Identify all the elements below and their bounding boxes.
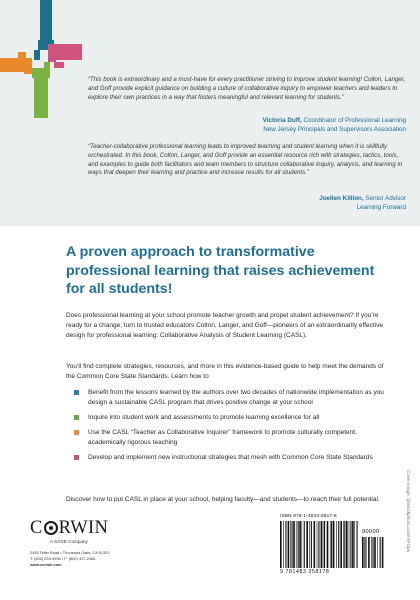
publisher-website: www.corwin.com (30, 561, 62, 567)
list-item: Use the CASL “Teacher as Collaborative Inquirer” framework to promote culturally competent, academically rigorous teaching (88, 428, 388, 448)
price-code: 90000 (362, 529, 380, 535)
endorsement-quote-2: “Teacher-collaborative professional learning leads to improved teaching and student learning when it is skillfully orchestrated. In this book, Colton, Langer, and Goff provide an essential resource rich with strategies, tactics, tools, and examples to guide both facilitators and team members to structure collaborative inquiry, analysis, and learning in ways that deepen their learning and practice and increase results for all students.” (88, 143, 403, 177)
corwin-logo: C RWIN (30, 518, 109, 538)
publisher-address: 2455 Teller Road • Thousand Oaks, CA 91320 T: (800) 233-9936 • F: (800) 417-2466 www.corwin.com (30, 550, 150, 568)
isbn-barcode (277, 512, 389, 580)
back-cover-headline: A proven approach to transformative professional learning that raises achievement for all students! (66, 244, 375, 298)
endorsement-attribution-1 (263, 116, 406, 134)
bullet-square-icon (74, 415, 79, 420)
bullet-square-icon (74, 390, 79, 395)
endorser-title: Senior Advisor (365, 195, 406, 202)
hands-graphic (0, 0, 82, 118)
endorser-organization: Learning Forward (356, 204, 406, 212)
intro-paragraph: Does professional learning at your school promote teacher growth and propel student achievement? If you’re ready for a change, turn to trusted educators Colton, Langer, and Goff—pioneers of an extraordinarily effective design for professional learning: Collaborative Analysis of Student Learning (CASL). (66, 312, 384, 339)
bullet-square-icon (74, 430, 79, 435)
list-item: Develop and implement new instructional strategies that mesh with Common Core State Standards (88, 453, 388, 463)
endorser-title: Coordinator of Professional Learning (303, 117, 406, 124)
benefit-list (88, 388, 388, 469)
endorser-name: Victoria Duff, (262, 117, 302, 124)
barcode-number: 9 781483 358178 (280, 569, 330, 575)
bullet-square-icon (74, 455, 79, 460)
endorser-organization: New Jersey Principals and Supervisors Association (263, 126, 406, 134)
barcode-bars (280, 521, 360, 569)
isbn-text: ISBN 978-1-4833-5817-8 (280, 513, 337, 518)
teal-hand-icon (40, 0, 52, 46)
price-barcode-bars (362, 537, 386, 569)
endorsement-quote-1: “This book is extraordinary and a must-have for every practitioner striving to improve student learning! Colton, Langer, and Goff provide explicit guidance on building a culture of collaborative inquiry to empower teachers and leaders to explore their own practices in a way that fosters meaningful and relevant learning for students.” (88, 76, 406, 101)
publisher-tagline: A SAGE Company (50, 538, 88, 544)
logo-o-icon (44, 521, 58, 535)
closing-paragraph: Discover how to put CASL in place at your school, helping faculty—and students—to reach their full potential. (66, 496, 380, 503)
cover-image-credit: Cover image: @istockphoto.com/rAFOps (406, 470, 411, 552)
list-item: Inquire into student work and assessments to promote learning excellence for all (88, 413, 388, 423)
endorser-name: Joellen Killion, (319, 195, 364, 202)
find-paragraph: You’ll find complete strategies, resources, and more in this evidence-based guide to help meet the demands of the Common Core State Standards. Learn how to (66, 363, 384, 380)
publisher-block (30, 519, 150, 568)
list-item: Benefit from the lessons learned by the authors over two decades of nationwide implementation as you design a sustainable CASL program that drives positive change at your school (88, 388, 388, 408)
endorsement-attribution-2 (319, 194, 406, 212)
